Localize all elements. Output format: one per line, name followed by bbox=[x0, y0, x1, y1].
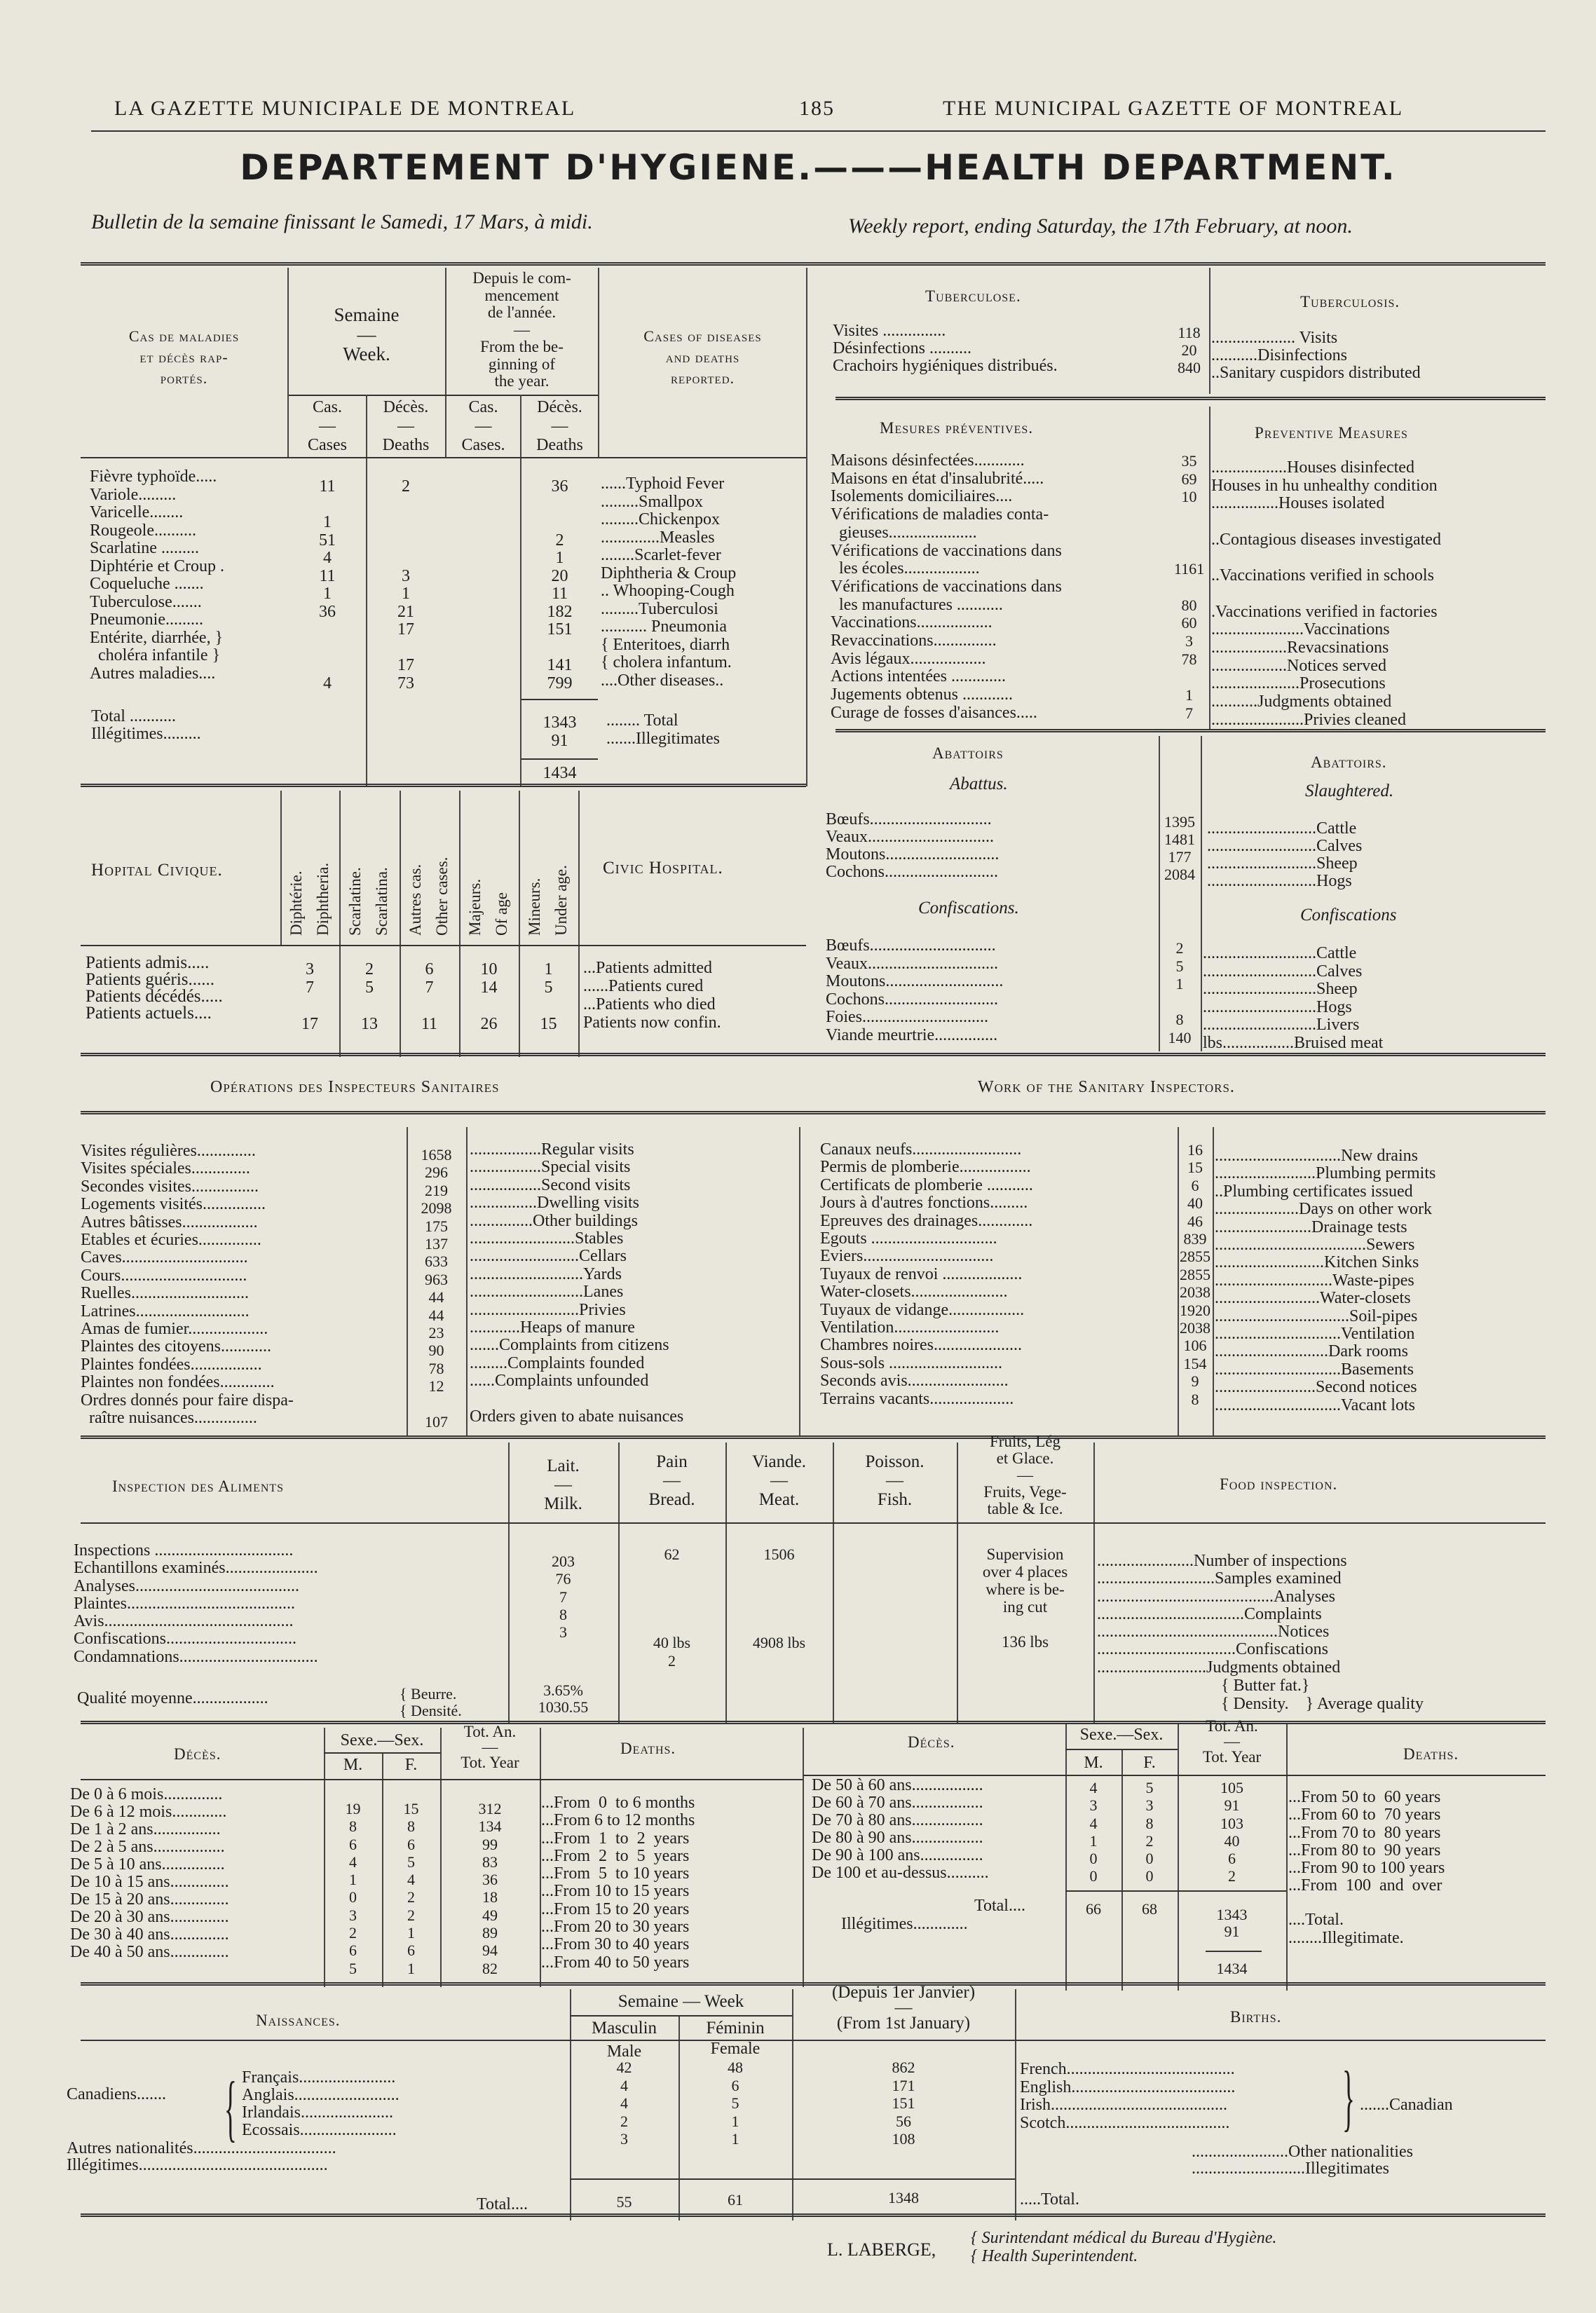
section-rule bbox=[81, 1435, 1546, 1439]
row-line bbox=[324, 1752, 440, 1754]
hospital-rows-en: ...Patients admitted ......Patients cured ...Patients who died Patients now confin. bbox=[583, 959, 721, 1032]
deaths-title-fr: Décès. bbox=[174, 1745, 221, 1763]
deaths2-f: 5 3 8 2 0 0 bbox=[1145, 1779, 1154, 1885]
insp-left-en: .................Regular visits .................Special visits .................Second visits ................Dwelling visits ...............Other buildings .........................Stables ..........................Cellars ...........................Yards ...........................Lanes ..........................Privies ............Heaps of manure .......Complaints from citizens .........Complaints founded ......Complaints unfounded Orders given to abate nuisances bbox=[470, 1140, 684, 1426]
food-milk: 203 76 7 8 3 bbox=[552, 1553, 575, 1642]
insp-left-vals: 1658 296 219 2098 175 137 633 963 44 44 23 90 78 12 107 bbox=[421, 1146, 452, 1431]
deaths-total-tot: 1343 bbox=[1216, 1906, 1248, 1923]
deaths-ages-en: ...From 0 to 6 months ...From 6 to 12 months ...From 1 to 2 years ...From 2 to 5 years ...From 5 to 10 years ...From 10 to 15 years ...From 15 to 20 years ...From 20 to 30 years ...From 30 to 40 years ...From 40 to 50 years bbox=[541, 1794, 695, 1972]
diseases-ydeaths-header: Décès. — Deaths bbox=[536, 398, 583, 454]
hospital-col-majeurs: Majeurs. bbox=[466, 878, 484, 936]
deaths2-title-en: Deaths. bbox=[1403, 1745, 1459, 1763]
insp-right-fr: Canaux neufs.......................... Permis de plomberie................. Certificats de plomberie ........... Jours à d'autres fonctions......... Epreuves des drainages............. Egouts .............................. Eviers............................... Tuyaux de renvoi ................... Water-closets....................... Tuyaux de vidange.................. Ventilation......................... Chambres noires..................... Sous-sols ........................... Seconds avis........................ Terrains vacants.................... bbox=[820, 1140, 1033, 1408]
inspectors-title-en: Work of the Sanitary Inspectors. bbox=[978, 1078, 1235, 1096]
births-autres-fr: Autres nationalités.................................. Illégitimes............................................. bbox=[67, 2139, 336, 2174]
row-line bbox=[1206, 1951, 1262, 1952]
prev-title-en: Preventive Measures bbox=[1255, 424, 1408, 442]
births-brace-right: } bbox=[1342, 2056, 1355, 2138]
food-meat: 1506 4908 lbs bbox=[752, 1546, 806, 1652]
food-rows-fr: Inspections ................................. Echantillons examinés...................... Analyses....................................... Plaintes........................................ Avis............................................. Confiscations............................... Condamnations................................. bbox=[74, 1541, 318, 1666]
diseases-year-header: Depuis le com- mencement de l'année. — From the be- ginning of the year. bbox=[472, 269, 571, 390]
deaths2-tot: 105 91 103 40 6 2 bbox=[1220, 1779, 1243, 1885]
food-h-bread: Pain — Bread. bbox=[648, 1452, 695, 1509]
prev-vals: 35 69 10 1161 80 60 3 78 1 7 bbox=[1173, 452, 1205, 722]
insp-left-fr: Visites régulières.............. Visites spéciales.............. Secondes visites................ Logements visités............... Autres bâtisses.................. Etables et écuries............... Caves.............................. Cours.............................. Ruelles............................ Latrines........................... Amas de fumier................... Plaintes des citoyens............ Plaintes fondées................. Plaintes non fondées............. Ordres donnés pour faire dispa- raître nuisances............... bbox=[81, 1142, 294, 1428]
hospital-title-en: Civic Hospital. bbox=[603, 859, 723, 878]
title-rule bbox=[81, 262, 1546, 266]
deaths-total-en: ....Total. bbox=[1288, 1911, 1344, 1929]
hospital-col-scarlatina: Scarlatina. bbox=[373, 867, 390, 936]
insp-right-en: ..............................New drains ........................Plumbing permits ..Plumbing certificates issued ....................Days on other work .......................Drainage tests ....................................Sewers ..........................Kitchen Sinks ............................Waste-pipes .........................Water-closets ................................Soil-pipes ..............................Ventilation ...........................Dark rooms ..............................Basements ........................Second notices ..............................Vacant lots bbox=[1215, 1147, 1436, 1414]
section-rule bbox=[81, 2213, 1546, 2217]
deaths-illeg-fr: Illégitimes............. bbox=[841, 1915, 968, 1933]
insp-right-vals: 16 15 6 40 46 839 2855 2855 2038 1920 2038 106 154 9 8 bbox=[1180, 1141, 1210, 1408]
diseases-week-header: Semaine — Week. bbox=[334, 304, 400, 364]
deaths-f: 15 8 6 5 4 2 2 1 6 1 bbox=[403, 1800, 419, 1977]
abattoirs-sub-fr: Abattus. bbox=[950, 775, 1008, 793]
signature-title: { Surintendant médical du Bureau d'Hygiène. { Health Superintendent. bbox=[971, 2229, 1277, 2265]
births-autres-en: .......................Other nationalities ...........................Illegitimates bbox=[1192, 2143, 1413, 2178]
row-line bbox=[521, 699, 598, 700]
hospital-col-other: Other cases. bbox=[433, 857, 451, 936]
deaths-h-sexe: Sexe.—Sex. bbox=[340, 1731, 424, 1749]
births-title-fr: Naissances. bbox=[256, 2012, 341, 2029]
section-rule bbox=[81, 784, 806, 787]
deaths-total-f: 68 bbox=[1142, 1900, 1157, 1918]
deaths-h-tot: Tot. An. — Tot. Year bbox=[461, 1723, 519, 1771]
row-line bbox=[81, 1522, 1546, 1524]
births-male: 42 4 4 2 3 bbox=[616, 2059, 632, 2148]
food-title-en: Food inspection. bbox=[1220, 1475, 1338, 1493]
births-total-female: 61 bbox=[728, 2191, 743, 2209]
col-line bbox=[1209, 407, 1210, 729]
diseases-total-fr: Total ........... Illégitimes......... bbox=[91, 707, 201, 743]
deaths-ages-fr: De 0 à 6 mois.............. De 6 à 12 mois............. De 1 à 2 ans................ De 2 à 5 ans................. De 5 à 10 ans............... De 10 à 15 ans.............. De 15 à 20 ans.............. De 20 à 30 ans.............. De 30 à 40 ans.............. De 40 à 50 ans.............. bbox=[70, 1785, 229, 1961]
row-line bbox=[81, 1779, 803, 1780]
hospital-col-autres: Autres cas. bbox=[407, 864, 424, 936]
births-rows-en: French........................................ English....................................... Irish.......................................... Scotch....................................... bbox=[1020, 2060, 1236, 2132]
col-line bbox=[1213, 1127, 1214, 1435]
col-line bbox=[1201, 736, 1202, 1051]
tb-vals: 118 20 840 bbox=[1178, 324, 1201, 376]
row-line bbox=[570, 2015, 792, 2017]
diseases-header-en: Cases of diseases and deaths reported. bbox=[643, 327, 762, 387]
col-line bbox=[1209, 268, 1210, 394]
births-brace-left: { bbox=[224, 2067, 237, 2149]
prev-rows-en: ..................Houses disinfected Houses in hu unhealthy condition ................Houses isolated ..Contagious diseases investigated ..Vaccinations verified in schools .Vaccinations verified in factories ......................Vaccinations ..................Revacsinations ..................Notices served .....................Prosecutions ...........Judgments obtained ......................Privies cleaned bbox=[1211, 458, 1441, 729]
row-line bbox=[570, 2178, 1015, 2180]
deaths2-h-sexe: Sexe.—Sex. bbox=[1079, 1726, 1164, 1744]
deaths-m: 19 8 6 4 1 0 3 2 6 5 bbox=[345, 1800, 361, 1977]
abattoirs-vals: 1395 1481 177 2084 bbox=[1164, 813, 1195, 883]
row-line bbox=[81, 945, 806, 946]
deaths2-ages-fr: De 50 à 60 ans................. De 60 à 70 ans................. De 70 à 80 ans................. De 80 à 90 ans................. De 90 à 100 ans............... De 100 et au-dessus.......... bbox=[812, 1776, 989, 1882]
deaths2-m: 4 3 4 1 0 0 bbox=[1089, 1779, 1098, 1885]
food-h-meat: Viande. — Meat. bbox=[752, 1452, 806, 1509]
births-total-since: 1348 bbox=[888, 2189, 919, 2206]
signature-name: L. LABERGE, bbox=[827, 2239, 936, 2260]
col-line bbox=[799, 1127, 800, 1435]
diseases-year-deaths: 36 2 1 20 11 182 151 141 799 bbox=[547, 477, 573, 692]
conf-rows-en: ...........................Cattle ...........................Calves ...........................Sheep ...........................Hogs ...........................Livers lbs.................Bruised meat bbox=[1203, 944, 1384, 1052]
deaths-total-m: 66 bbox=[1086, 1900, 1101, 1918]
section-rule bbox=[81, 1721, 1546, 1724]
tb-title-fr: Tuberculose. bbox=[925, 287, 1021, 305]
diseases-total-deaths: 1343 91 bbox=[543, 714, 577, 750]
diseases-header-fr: Cas de maladies et décès rap- portés. bbox=[128, 327, 240, 387]
subtitle-fr: Bulletin de la semaine finissant le Samedi, 17 Mars, à midi. bbox=[91, 210, 593, 233]
diseases-cases: 11 1 51 4 11 1 36 4 bbox=[319, 477, 336, 692]
deaths-grand-tot: 1434 bbox=[1216, 1960, 1248, 1977]
births-total-fr: Total.... bbox=[477, 2195, 528, 2213]
hospital-title-fr: Hopital Civique. bbox=[91, 861, 223, 880]
col-line bbox=[407, 1127, 408, 1435]
births-h-week: Semaine — Week bbox=[618, 1992, 744, 2011]
col-line bbox=[1093, 1442, 1095, 1723]
section-rule bbox=[81, 1053, 1546, 1056]
col-line bbox=[578, 791, 580, 1057]
col-line bbox=[1286, 1724, 1288, 1991]
food-title-fr: Inspection des Aliments bbox=[112, 1478, 285, 1495]
hospital-c2: 2 5 13 bbox=[361, 960, 378, 1033]
col-line bbox=[803, 1728, 804, 1987]
births-since: 862 171 151 56 108 bbox=[892, 2059, 915, 2148]
col-line bbox=[466, 1127, 468, 1435]
births-h-masc: Masculin bbox=[591, 2019, 657, 2038]
food-h-milk: Lait. — Milk. bbox=[544, 1456, 582, 1513]
diseases-total-en: ........ Total .......Illegitimates bbox=[606, 711, 720, 748]
food-fruit: Supervision over 4 places where is be- ing cut 136 lbs bbox=[982, 1546, 1068, 1651]
col-line bbox=[806, 268, 807, 786]
deaths2-title-fr: Décès. bbox=[908, 1733, 955, 1751]
diseases-deaths-header: Décès. — Deaths bbox=[382, 398, 430, 454]
prev-rows-fr: Maisons désinfectées............ Maisons en état d'insalubrité..... Isolements domiciliaires.... Vérifications de maladies conta- gieuses..................... Vérifications de vaccinations dans les écoles.................. Vérifications de vaccinations dans les manufactures ........... Vaccinations.................. Revaccinations............... Avis légaux.................. Actions intentées ............. Jugements obtenus ............ Curage de fosses d'aisances..... bbox=[831, 451, 1062, 722]
deaths-tot: 312 134 99 83 36 18 49 89 94 82 bbox=[478, 1800, 502, 1977]
diseases-names-fr: Fièvre typhoïde..... Variole......... Varicelle........ Rougeole.......... Scarlatine ......... Diphtérie et Croup . Coqueluche ....... Tuberculose....... Pneumonie......... Entérite, diarrhée, } choléra infantile } Autres maladies.... bbox=[90, 468, 224, 683]
col-line bbox=[1015, 1989, 1016, 2220]
food-bread: 62 40 lbs 2 bbox=[653, 1546, 691, 1670]
header-left: LA GAZETTE MUNICIPALE DE MONTREAL bbox=[114, 97, 576, 120]
hospital-c5: 1 5 15 bbox=[540, 960, 557, 1033]
subtitle-en: Weekly report, ending Saturday, the 17th February, at noon. bbox=[848, 214, 1353, 238]
hospital-col-under-age: Under age. bbox=[552, 865, 570, 936]
food-quality-en: { Butter fat.} { Density. } Average quality bbox=[1221, 1677, 1424, 1713]
deaths2-h-f: F. bbox=[1143, 1754, 1156, 1772]
hospital-col-diphterie: Diphtérie. bbox=[287, 871, 305, 936]
diseases-ycases-header: Cas. — Cases. bbox=[461, 398, 505, 454]
row-line bbox=[289, 395, 598, 396]
births-female: 48 6 5 1 1 bbox=[728, 2059, 743, 2148]
row-line bbox=[1065, 1749, 1178, 1750]
deaths-h-m: M. bbox=[343, 1756, 363, 1774]
deaths2-h-m: M. bbox=[1084, 1754, 1103, 1772]
abattoirs-rows-fr: Bœufs............................. Veaux.............................. Moutons........................... Cochons........................... bbox=[826, 810, 1000, 881]
hospital-col-mineurs: Mineurs. bbox=[526, 878, 543, 936]
hospital-c1: 3 7 17 bbox=[301, 960, 318, 1033]
births-h-female: Female bbox=[710, 2040, 761, 2058]
births-canadiens: Canadiens....... bbox=[67, 2085, 166, 2103]
births-h-male: Male bbox=[606, 2042, 642, 2061]
births-h-since: (Depuis 1er Janvier) — (From 1st January) bbox=[831, 1983, 976, 2033]
births-total-male: 55 bbox=[616, 2193, 632, 2211]
food-quality-fr: Qualité moyenne.................. bbox=[77, 1689, 268, 1707]
row-line bbox=[521, 758, 598, 760]
page-title: DEPARTEMENT D'HYGIENE.———HEALTH DEPARTMENT. bbox=[240, 147, 1397, 188]
births-title-en: Births. bbox=[1230, 2008, 1282, 2026]
section-rule bbox=[835, 729, 1546, 732]
food-quality-vals: 3.65% 1030.55 bbox=[538, 1681, 589, 1716]
col-line bbox=[280, 791, 282, 945]
food-quality-lbl: { Beurre. { Densité. bbox=[400, 1685, 462, 1719]
hospital-c3: 6 7 11 bbox=[421, 960, 438, 1033]
row-line bbox=[1065, 1890, 1286, 1892]
births-h-fem: Féminin bbox=[706, 2019, 765, 2038]
hospital-col-diphtheria: Diphtheria. bbox=[314, 862, 332, 936]
conf-title-en: Confiscations bbox=[1300, 906, 1397, 924]
diseases-names-en: ......Typhoid Fever .........Smallpox .........Chickenpox ..............Measles ........Scarlet-fever Diphtheria & Croup .. Whooping-Cough .........Tuberculosi ........... Pneumonia { Enteritoes, diarrh { cholera infantum. ....Other diseases.. bbox=[601, 475, 737, 690]
hospital-rows-fr: Patients admis..... Patients guéris...... Patients décédés..... Patients actuels.... bbox=[86, 953, 223, 1023]
tb-rows-en: .................... Visits ...........Disinfections ..Sanitary cuspidors distributed bbox=[1211, 329, 1421, 382]
section-rule bbox=[81, 1111, 1546, 1114]
tb-title-en: Tuberculosis. bbox=[1300, 293, 1400, 311]
births-canadian: .......Canadian bbox=[1360, 2096, 1453, 2114]
diseases-cases-header: Cas. — Cases bbox=[308, 398, 347, 454]
abattoirs-title-fr: Abattoirs bbox=[932, 744, 1004, 762]
inspectors-title-fr: Opérations des Inspecteurs Sanitaires bbox=[210, 1078, 500, 1096]
deaths-total-fr: Total.... bbox=[974, 1897, 1025, 1915]
section-rule bbox=[835, 397, 1546, 400]
header-right: THE MUNICIPAL GAZETTE OF MONTREAL bbox=[943, 97, 1404, 120]
conf-title-fr: Confiscations. bbox=[918, 899, 1019, 917]
food-rows-en: .......................Number of inspections ............................Samples examined ..........................................Analyses ...................................Complaints ...........................................Notices .................................Confiscations ..........................Judgments obtained bbox=[1097, 1552, 1347, 1677]
diseases-grand-total: 1434 bbox=[543, 764, 577, 782]
deaths-h-f: F. bbox=[404, 1756, 418, 1774]
deaths-illeg-en: ........Illegitimate. bbox=[1288, 1929, 1404, 1947]
diseases-deaths: 2 3 1 21 17 17 73 bbox=[397, 477, 414, 692]
food-h-fruit: Fruits, Lég et Glace. — Fruits, Vege- table & Ice. bbox=[983, 1433, 1067, 1517]
deaths2-ages-en: ...From 50 to 60 years ...From 60 to 70 years ...From 70 to 80 years ...From 80 to 90 years ...From 90 to 100 years ...From 100 and over bbox=[1288, 1788, 1445, 1895]
conf-rows-fr: Bœufs.............................. Veaux............................... Moutons............................ Cochons........................... Foies.............................. Viande meurtrie............... bbox=[826, 936, 1004, 1044]
conf-vals: 2 5 1 8 140 bbox=[1168, 939, 1192, 1046]
row-line bbox=[81, 2040, 1546, 2041]
row-line bbox=[81, 457, 806, 458]
header-rule bbox=[91, 130, 1546, 132]
abattoirs-rows-en: ..........................Cattle ..........................Calves ..........................Sheep ..........................Hogs bbox=[1207, 819, 1363, 890]
tb-rows-fr: Visites ............... Désinfections .......... Crachoirs hygiéniques distribués. bbox=[833, 322, 1058, 375]
hospital-c4: 10 14 26 bbox=[480, 960, 498, 1033]
hospital-col-of-age: Of age bbox=[493, 892, 510, 936]
prev-title-fr: Mesures préventives. bbox=[880, 419, 1034, 437]
food-h-fish: Poisson. — Fish. bbox=[865, 1452, 925, 1509]
abattoirs-sub-en: Slaughtered. bbox=[1305, 782, 1394, 800]
deaths-illeg-tot: 91 bbox=[1224, 1923, 1240, 1940]
deaths-title-en: Deaths. bbox=[620, 1740, 676, 1757]
page-number: 185 bbox=[799, 97, 835, 120]
deaths2-h-tot: Tot. An. — Tot. Year bbox=[1202, 1717, 1262, 1766]
births-total-en: .....Total. bbox=[1020, 2190, 1079, 2209]
births-rows-fr: Français....................... Anglais......................... Irlandais...................... Ecossais....................... bbox=[242, 2068, 400, 2139]
abattoirs-title-en: Abattoirs. bbox=[1311, 753, 1387, 771]
hospital-col-scarlatine: Scarlatine. bbox=[346, 867, 364, 936]
